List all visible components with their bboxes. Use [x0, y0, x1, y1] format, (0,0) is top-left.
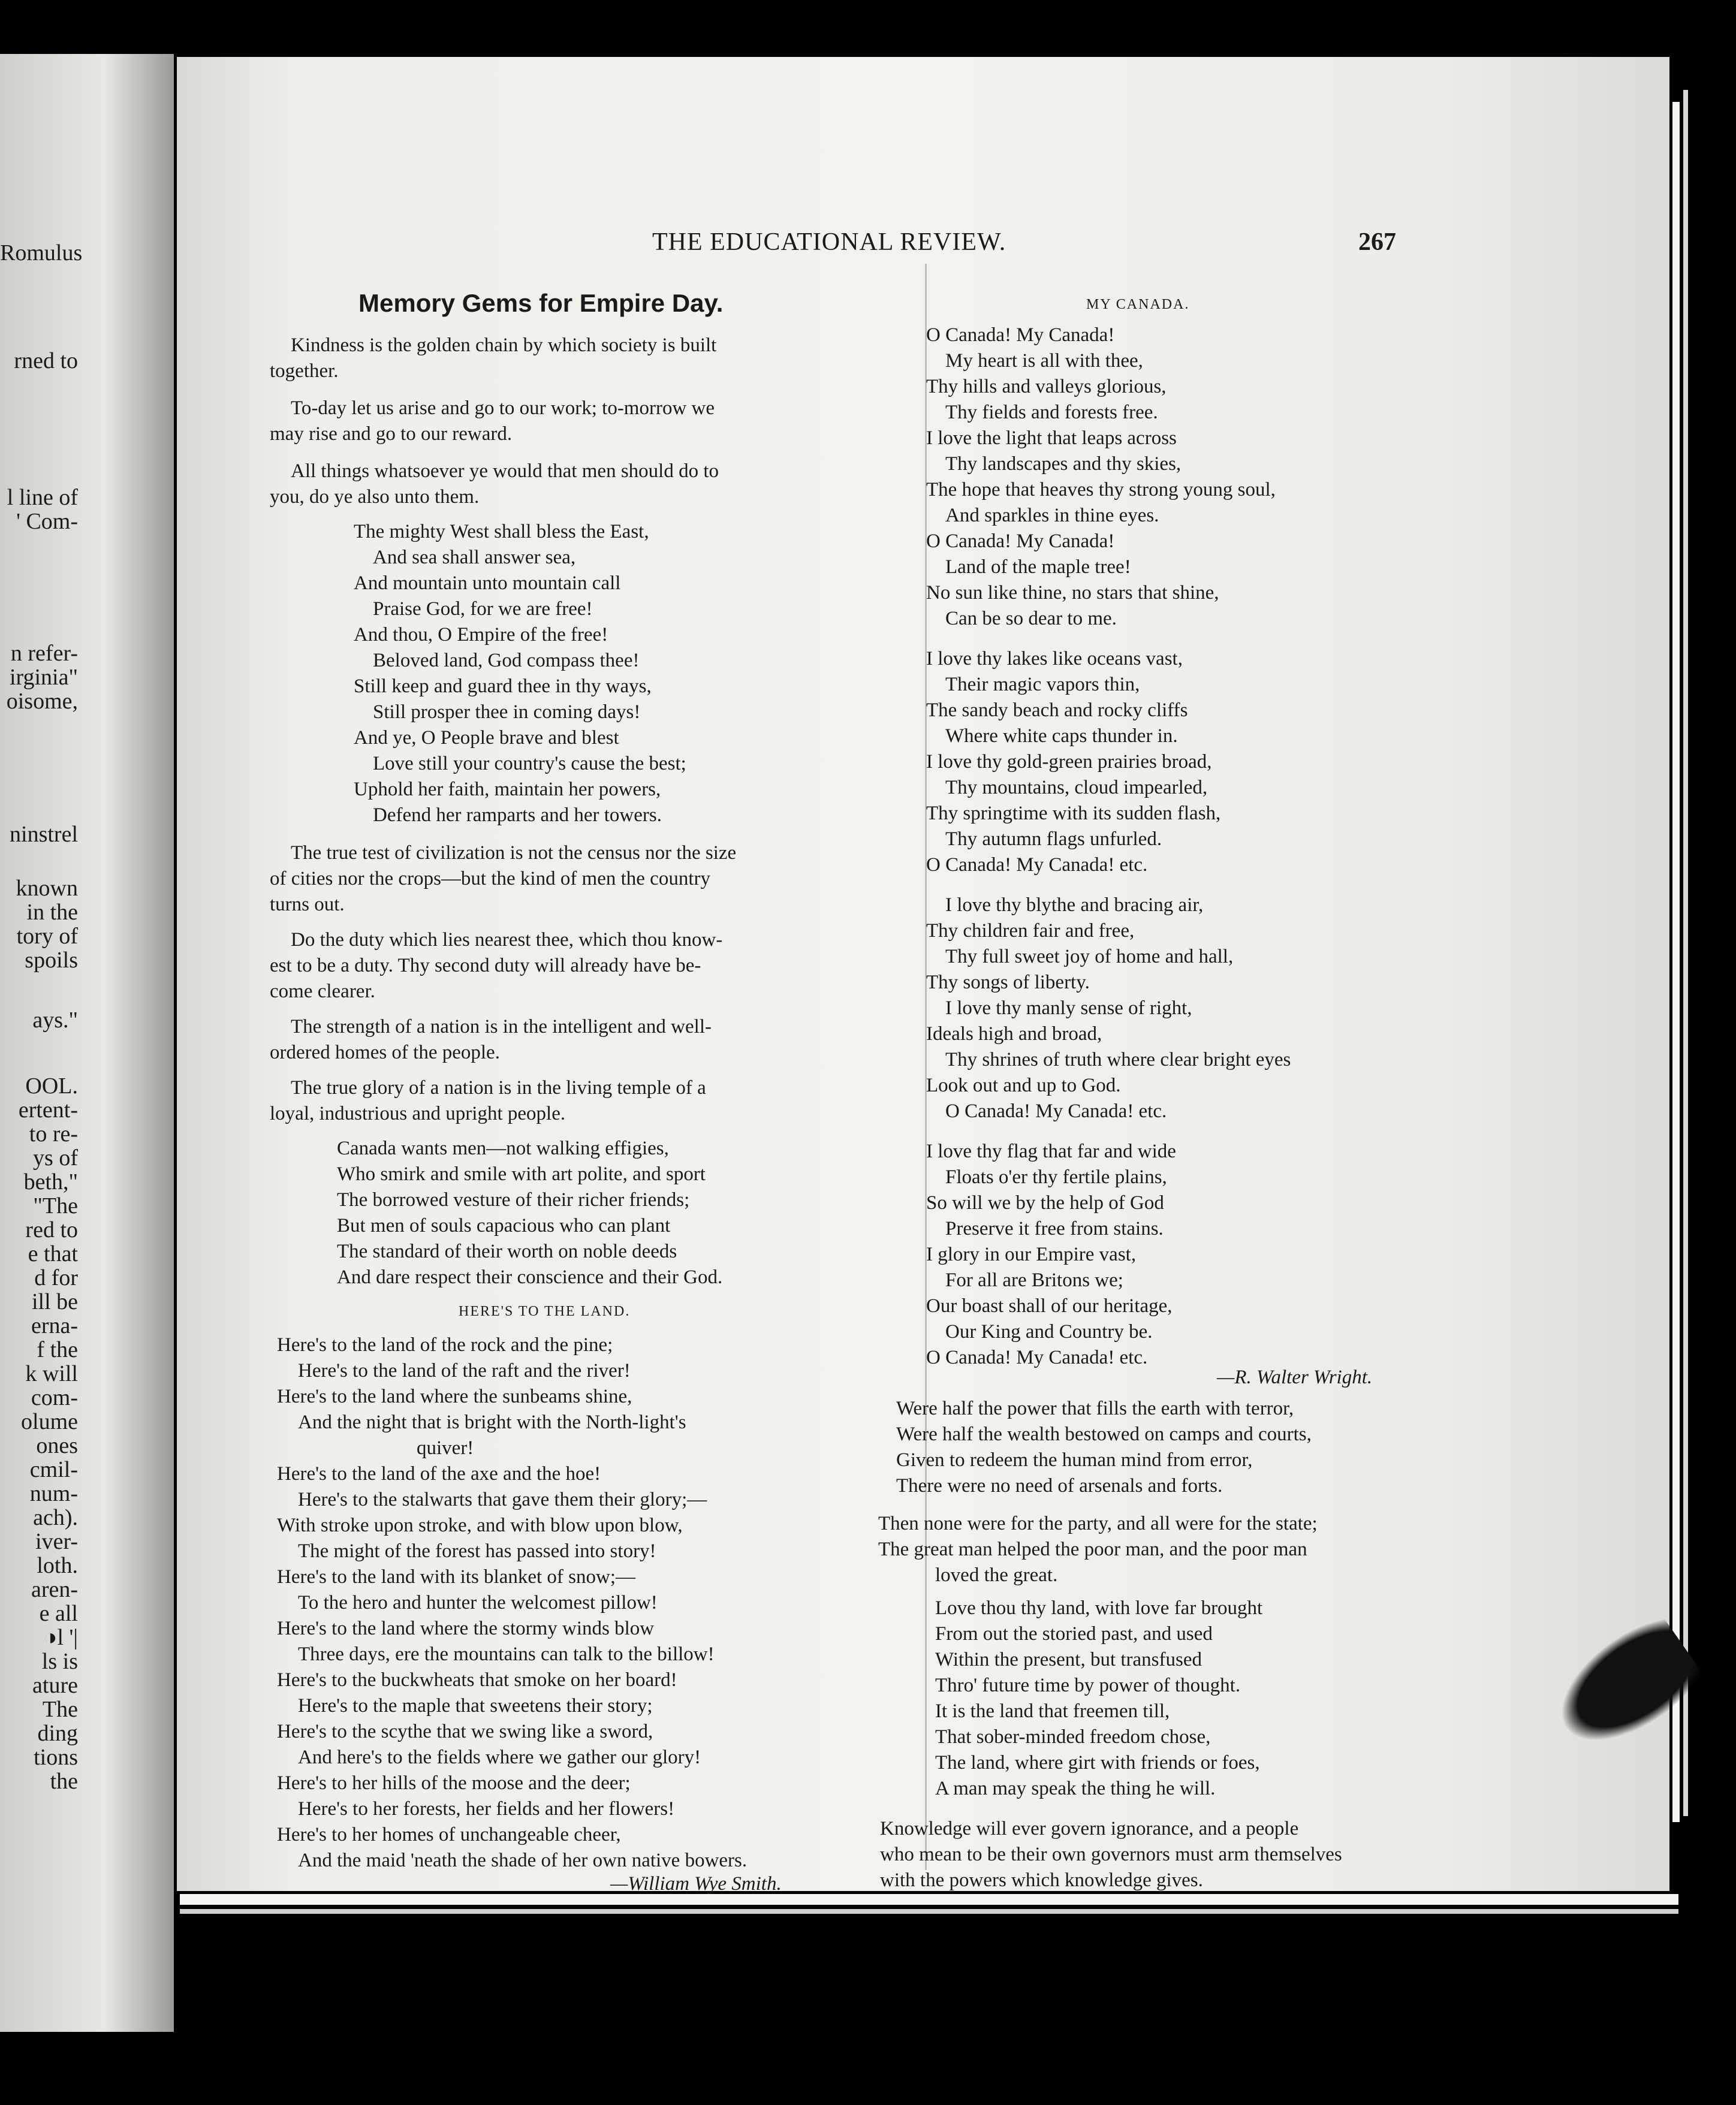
- poem-line: And ye, O People brave and blest: [354, 727, 619, 749]
- poem-line: From out the storied past, and used: [935, 1623, 1213, 1645]
- poem-line: Beloved land, God compass thee!: [373, 650, 640, 671]
- text-line: may rise and go to our reward.: [270, 423, 513, 445]
- poem-line: And the maid 'neath the shade of her own native bowers.: [298, 1850, 748, 1871]
- poem-line: Within the present, but transfused: [935, 1649, 1202, 1670]
- text-line: come clearer.: [270, 981, 375, 1002]
- poem-line: Their magic vapors thin,: [945, 674, 1140, 695]
- left-page-fragment: The: [42, 1697, 78, 1722]
- column-rule: [925, 264, 927, 1870]
- poem-line: Love thou thy land, with love far brought: [935, 1597, 1263, 1619]
- text-line: The true test of civilization is not the census nor the size: [291, 842, 737, 864]
- poem-line: Here's to the land with its blanket of snow;—: [277, 1566, 636, 1588]
- poem-line: Here's to the stalwarts that gave them their glory;—: [298, 1489, 707, 1510]
- left-page-fragment: loth.: [37, 1553, 78, 1578]
- poem-line: O Canada! My Canada!: [926, 530, 1115, 552]
- text-line: The true glory of a nation is in the living temple of a: [291, 1077, 706, 1099]
- poem-line: And sparkles in thine eyes.: [945, 505, 1159, 526]
- poem-line: Were half the wealth bestowed on camps and courts,: [896, 1424, 1312, 1445]
- text-line: with the powers which knowledge gives.: [880, 1869, 1203, 1891]
- text-line: Then none were for the party, and all were for the state;: [878, 1513, 1318, 1534]
- left-page-fragment: the: [50, 1769, 78, 1794]
- poem-line: Thy songs of liberty.: [926, 972, 1090, 993]
- poem-line: And the night that is bright with the North-light's: [298, 1412, 686, 1433]
- left-page-fragment: known: [16, 876, 78, 901]
- poem-line: To the hero and hunter the welcomest pillow!: [298, 1592, 658, 1614]
- left-page-fragment: iver-: [35, 1529, 78, 1554]
- text-line: you, do ye also unto them.: [270, 486, 480, 508]
- poem-line: No sun like thine, no stars that shine,: [926, 582, 1219, 604]
- poem-line: Still prosper thee in coming days!: [373, 701, 641, 723]
- poem-line: Who smirk and smile with art polite, and sport: [337, 1163, 706, 1185]
- left-page-fragment: beth,": [23, 1169, 78, 1195]
- left-page-fragment: in the: [26, 900, 78, 925]
- heading-heres-to-the-land: HERE'S TO THE LAND.: [459, 1304, 631, 1319]
- page-edge-bottom: [180, 1894, 1678, 1905]
- text-line: To-day let us arise and go to our work; to-morrow we: [291, 397, 715, 419]
- poem-line: With stroke upon stroke, and with blow upon blow,: [277, 1515, 683, 1536]
- poem-line: Our King and Country be.: [945, 1321, 1153, 1343]
- poem-line: I love thy lakes like oceans vast,: [926, 648, 1183, 670]
- poem-line: For all are Britons we;: [945, 1269, 1123, 1291]
- poem-line: There were no need of arsenals and forts.: [896, 1475, 1223, 1497]
- poem-line: Preserve it free from stains.: [945, 1218, 1164, 1240]
- poem-line: The borrowed vesture of their richer friends;: [337, 1189, 690, 1211]
- left-page-fragment: e that: [28, 1241, 78, 1266]
- text-line: loyal, industrious and upright people.: [270, 1103, 566, 1124]
- left-page-fragment: ' Com-: [16, 509, 78, 534]
- left-page-fragment: l line of: [7, 485, 78, 510]
- left-page-fragment: OOL.: [25, 1073, 78, 1099]
- poem-line: Ideals high and broad,: [926, 1023, 1102, 1045]
- poem-line: Thy landscapes and thy skies,: [945, 453, 1182, 475]
- text-line: together.: [270, 360, 339, 382]
- poem-line: Thy shrines of truth where clear bright eyes: [945, 1049, 1291, 1070]
- left-page-fragment: ninstrel: [10, 822, 78, 847]
- poem-line: Canada wants men—not walking effigies,: [337, 1138, 669, 1159]
- poem-line: O Canada! My Canada!: [926, 324, 1115, 346]
- poem-line: I love thy blythe and bracing air,: [945, 894, 1204, 916]
- left-page-fragment: ertent-: [18, 1097, 78, 1123]
- poem-line: And dare respect their conscience and their God.: [337, 1266, 723, 1288]
- poem-line: That sober-minded freedom chose,: [935, 1726, 1211, 1748]
- poem-line: Thy springtime with its sudden flash,: [926, 803, 1221, 824]
- poem-line: Thy mountains, cloud impearled,: [945, 777, 1208, 798]
- left-page-fragment: rned to: [14, 348, 78, 373]
- left-page-fragment: n refer-: [10, 641, 78, 666]
- running-header: THE EDUCATIONAL REVIEW.: [652, 228, 1006, 256]
- poem-line: Still keep and guard thee in thy ways,: [354, 675, 652, 697]
- left-page-fragment: erna-: [31, 1313, 78, 1338]
- poem-author: —R. Walter Wright.: [1217, 1367, 1373, 1388]
- left-page-fragment: oisome,: [6, 689, 78, 714]
- heading-my-canada: MY CANADA.: [1086, 297, 1190, 312]
- poem-line: Here's to her homes of unchangeable cheer,: [277, 1824, 621, 1845]
- text-line: Do the duty which lies nearest thee, which thou know-: [291, 929, 723, 951]
- poem-line: A man may speak the thing he will.: [935, 1778, 1216, 1799]
- text-line: who mean to be their own governors must arm themselves: [880, 1844, 1342, 1865]
- poem-line: Thy full sweet joy of home and hall,: [945, 946, 1234, 967]
- left-page-fragment: to re-: [29, 1121, 78, 1147]
- poem-line: I love the light that leaps across: [926, 427, 1177, 449]
- page-number: 267: [1358, 228, 1396, 256]
- poem-line: O Canada! My Canada! etc.: [926, 1347, 1148, 1368]
- left-page-fragment: ◑l '|: [43, 1625, 78, 1650]
- left-page-fragment: spoils: [25, 948, 78, 973]
- poem-line: Here's to the maple that sweetens their story;: [298, 1695, 653, 1717]
- poem-line: Uphold her faith, maintain her powers,: [354, 779, 661, 800]
- left-page-fragment: k will: [25, 1361, 78, 1386]
- poem-line: And here's to the fields where we gather our glory!: [298, 1747, 701, 1768]
- poem-line: Can be so dear to me.: [945, 608, 1117, 629]
- poem-author: —William Wye Smith.: [610, 1873, 782, 1895]
- poem-line: Here's to her forests, her fields and her flowers!: [298, 1798, 675, 1820]
- poem-line: The standard of their worth on noble deeds: [337, 1241, 677, 1262]
- poem-line: My heart is all with thee,: [945, 350, 1143, 372]
- text-line: turns out.: [270, 894, 345, 915]
- poem-line: Here's to the land where the sunbeams shine,: [277, 1386, 632, 1407]
- left-page-fragment: red to: [25, 1217, 78, 1243]
- text-line: All things whatsoever ye would that men should do to: [291, 460, 719, 482]
- text-line: est to be a duty. Thy second duty will already have be-: [270, 955, 701, 976]
- page-edge-right: [1672, 102, 1680, 1822]
- poem-line: Given to redeem the human mind from error,: [896, 1449, 1253, 1471]
- poem-line: Here's to the land of the raft and the river!: [298, 1360, 631, 1382]
- text-line: Kindness is the golden chain by which society is built: [291, 334, 717, 356]
- poem-line: Here's to the land where the stormy winds blow: [277, 1618, 655, 1639]
- left-page-fragment: ding: [37, 1721, 78, 1746]
- poem-line: Thy children fair and free,: [926, 920, 1135, 942]
- left-page-fragment: f the: [37, 1337, 78, 1362]
- left-page-fragment: ature: [32, 1673, 78, 1698]
- poem-line: Love still your country's cause the best;: [373, 753, 686, 774]
- poem-line: The might of the forest has passed into story!: [298, 1540, 656, 1562]
- poem-line: Look out and up to God.: [926, 1075, 1121, 1096]
- left-page-fragment: tory of: [16, 924, 78, 949]
- text-line: ordered homes of the people.: [270, 1042, 500, 1063]
- left-page-fragment: ill be: [31, 1289, 78, 1314]
- poem-line: Here's to the buckwheats that smoke on her board!: [277, 1669, 677, 1691]
- poem-line: And mountain unto mountain call: [354, 572, 621, 594]
- poem-line: The mighty West shall bless the East,: [354, 521, 649, 542]
- left-page-fragment: e all: [39, 1601, 78, 1626]
- poem-line: Were half the power that fills the earth with terror,: [896, 1398, 1294, 1419]
- poem-line: I love thy flag that far and wide: [926, 1141, 1176, 1162]
- poem-line: quiver!: [417, 1437, 474, 1459]
- poem-line: And thou, O Empire of the free!: [354, 624, 608, 646]
- poem-line: Praise God, for we are free!: [373, 598, 593, 620]
- left-page-fragment: cmil-: [29, 1457, 78, 1482]
- poem-line: Defend her ramparts and her towers.: [373, 804, 662, 826]
- poem-line: Our boast shall of our heritage,: [926, 1295, 1173, 1317]
- poem-line: I love thy gold-green prairies broad,: [926, 751, 1212, 773]
- poem-line: Here's to the land of the axe and the hoe!: [277, 1463, 601, 1485]
- poem-line: Floats o'er thy fertile plains,: [945, 1166, 1167, 1188]
- page-edge-right-2: [1683, 90, 1688, 1816]
- poem-line: Thro' future time by power of thought.: [935, 1675, 1241, 1696]
- poem-line: O Canada! My Canada! etc.: [926, 854, 1148, 876]
- left-page-fragment: d for: [34, 1265, 78, 1290]
- text-line: loved the great.: [935, 1564, 1058, 1586]
- left-page-fragment: ys of: [33, 1145, 78, 1171]
- left-facing-page-edge: [0, 54, 174, 2032]
- poem-line: Thy fields and forests free.: [945, 402, 1158, 423]
- article-title: Memory Gems for Empire Day.: [358, 289, 724, 317]
- text-line: The strength of a nation is in the intelligent and well-: [291, 1016, 712, 1038]
- left-page-fragment: aren-: [31, 1577, 78, 1602]
- left-page-fragment: "The: [33, 1193, 78, 1219]
- left-page-fragment: com-: [31, 1385, 78, 1410]
- left-page-fragment: num-: [29, 1481, 78, 1506]
- left-page-fragment: ls is: [41, 1649, 78, 1674]
- poem-line: I glory in our Empire vast,: [926, 1244, 1137, 1265]
- page-edge-bottom-2: [180, 1909, 1678, 1914]
- poem-line: Thy hills and valleys glorious,: [926, 376, 1167, 397]
- poem-line: And sea shall answer sea,: [373, 547, 576, 568]
- poem-line: Three days, ere the mountains can talk to the billow!: [298, 1643, 715, 1665]
- poem-line: The land, where girt with friends or foes,: [935, 1752, 1260, 1774]
- poem-line: O Canada! My Canada! etc.: [945, 1100, 1167, 1122]
- text-line: Knowledge will ever govern ignorance, and a people: [880, 1818, 1299, 1839]
- poem-line: Land of the maple tree!: [945, 556, 1131, 578]
- left-page-fragment: irginia": [9, 665, 78, 690]
- text-line: of cities nor the crops—but the kind of men the country: [270, 868, 710, 889]
- left-page-fragment: ones: [36, 1433, 78, 1458]
- left-page-fragment: ays.": [32, 1008, 78, 1033]
- poem-line: But men of souls capacious who can plant: [337, 1215, 671, 1237]
- left-page-fragment: olume: [21, 1409, 78, 1434]
- poem-line: The hope that heaves thy strong young soul,: [926, 479, 1276, 500]
- poem-line: Where white caps thunder in.: [945, 725, 1178, 747]
- text-line: The great man helped the poor man, and the poor man: [878, 1539, 1307, 1560]
- poem-line: The sandy beach and rocky cliffs: [926, 699, 1188, 721]
- poem-line: Here's to the scythe that we swing like a sword,: [277, 1721, 653, 1742]
- poem-line: So will we by the help of God: [926, 1192, 1164, 1214]
- poem-line: Here's to the land of the rock and the pine;: [277, 1334, 613, 1356]
- poem-line: It is the land that freemen till,: [935, 1700, 1170, 1722]
- poem-line: Thy autumn flags unfurled.: [945, 828, 1162, 850]
- poem-line: Here's to her hills of the moose and the deer;: [277, 1772, 631, 1794]
- left-page-fragment: Romulus: [0, 240, 83, 266]
- left-page-fragment: ach).: [33, 1505, 78, 1530]
- left-page-fragment: tions: [34, 1745, 78, 1770]
- poem-line: I love thy manly sense of right,: [945, 997, 1192, 1019]
